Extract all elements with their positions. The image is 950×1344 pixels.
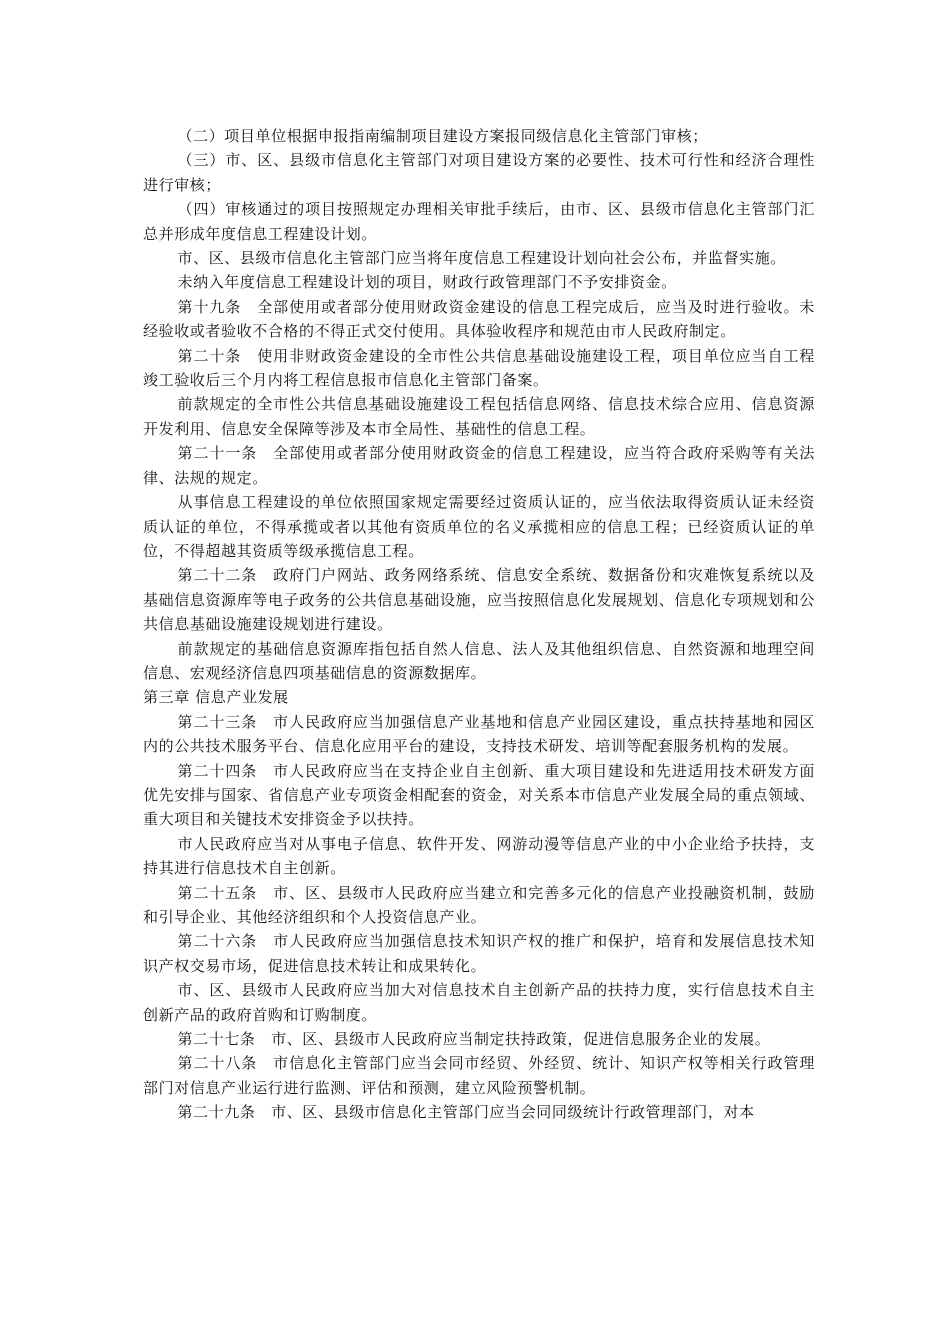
article-22: 第二十二条 政府门户网站、政务网络系统、信息安全系统、数据备份和灾难恢复系统以及基础信息资源库等电子政务的公共信息基础设施，应当按照信息化发展规划、信息化专项规划和公共信息基础设施建设规划进行建设。 [143,566,815,634]
article-28: 第二十八条 市信息化主管部门应当会同市经贸、外经贸、统计、知识产权等相关行政管理部门对信息产业运行进行监测、评估和预测，建立风险预警机制。 [143,1054,815,1097]
paragraph-item-3: （三）市、区、县级市信息化主管部门对项目建设方案的必要性、技术可行性和经济合理性进行审核； [143,151,815,194]
article-23: 第二十三条 市人民政府应当加强信息产业基地和信息产业园区建设，重点扶持基地和园区内的公共技术服务平台、信息化应用平台的建设，支持技术研发、培训等配套服务机构的发展。 [143,712,815,756]
article-26: 第二十六条 市人民政府应当加强信息技术知识产权的推广和保护，培育和发展信息技术知识产权交易市场，促进信息技术转让和成果转化。 [143,932,815,975]
article-20-clause: 前款规定的全市性公共信息基础设施建设工程包括信息网络、信息技术综合应用、信息资源开发利用、信息安全保障等涉及本市全局性、基础性的信息工程。 [143,395,815,438]
paragraph-publish-plan: 市、区、县级市信息化主管部门应当将年度信息工程建设计划向社会公布，并监督实施。 [177,249,786,268]
document-body [143,124,815,1125]
article-24-clause: 市人民政府应当对从事电子信息、软件开发、网游动漫等信息产业的中小企业给予扶持，支持其进行信息技术自主创新。 [143,834,815,878]
article-19: 第十九条 全部使用或者部分使用财政资金建设的信息工程完成后，应当及时进行验收。未经验收或者验收不合格的不得正式交付使用。具体验收程序和规范由市人民政府制定。 [143,297,815,341]
chapter-heading: 第三章 信息产业发展 [143,688,289,707]
article-21-clause: 从事信息工程建设的单位依照国家规定需要经过资质认证的，应当依法取得资质认证未经资质认证的单位，不得承揽或者以其他有资质单位的名义承揽相应的信息工程；已经资质认证的单位，不得超越其资质等级承揽信息工程。 [143,493,815,560]
paragraph-item-2: （二）项目单位根据申报指南编制项目建设方案报同级信息化主管部门审核； [177,127,708,145]
paragraph-item-4: （四）审核通过的项目按照规定办理相关审批手续后，由市、区、县级市信息化主管部门汇总并形成年度信息工程建设计划。 [143,200,815,243]
article-22-clause: 前款规定的基础信息资源库指包括自然人信息、法人及其他组织信息、自然资源和地理空间信息、宏观经济信息四项基础信息的资源数据库。 [143,639,815,682]
article-25: 第二十五条 市、区、县级市人民政府应当建立和完善多元化的信息产业投融资机制，鼓励和引导企业、其他经济组织和个人投资信息产业。 [143,883,815,926]
article-21: 第二十一条 全部使用或者部分使用财政资金的信息工程建设，应当符合政府采购等有关法律、法规的规定。 [143,444,815,487]
paragraph-no-funding: 未纳入年度信息工程建设计划的项目，财政行政管理部门不予安排资金。 [177,273,677,292]
article-29: 第二十九条 市、区、县级市信息化主管部门应当会同同级统计行政管理部门，对本 [177,1103,755,1122]
article-26-clause: 市、区、县级市人民政府应当加大对信息技术自主创新产品的扶持力度，实行信息技术自主创新产品的政府首购和订购制度。 [143,981,815,1024]
article-20: 第二十条 使用非财政资金建设的全市性公共信息基础设施建设工程，项目单位应当自工程竣工验收后三个月内将工程信息报市信息化主管部门备案。 [143,346,815,390]
article-24: 第二十四条 市人民政府应当在支持企业自主创新、重大项目建设和先进适用技术研发方面优先安排与国家、省信息产业专项资金相配套的资金，对关系本市信息产业发展全局的重点领域、重大项目和关键技术安排资金予以扶持。 [143,761,815,829]
article-27: 第二十七条 市、区、县级市人民政府应当制定扶持政策，促进信息服务企业的发展。 [177,1030,771,1049]
